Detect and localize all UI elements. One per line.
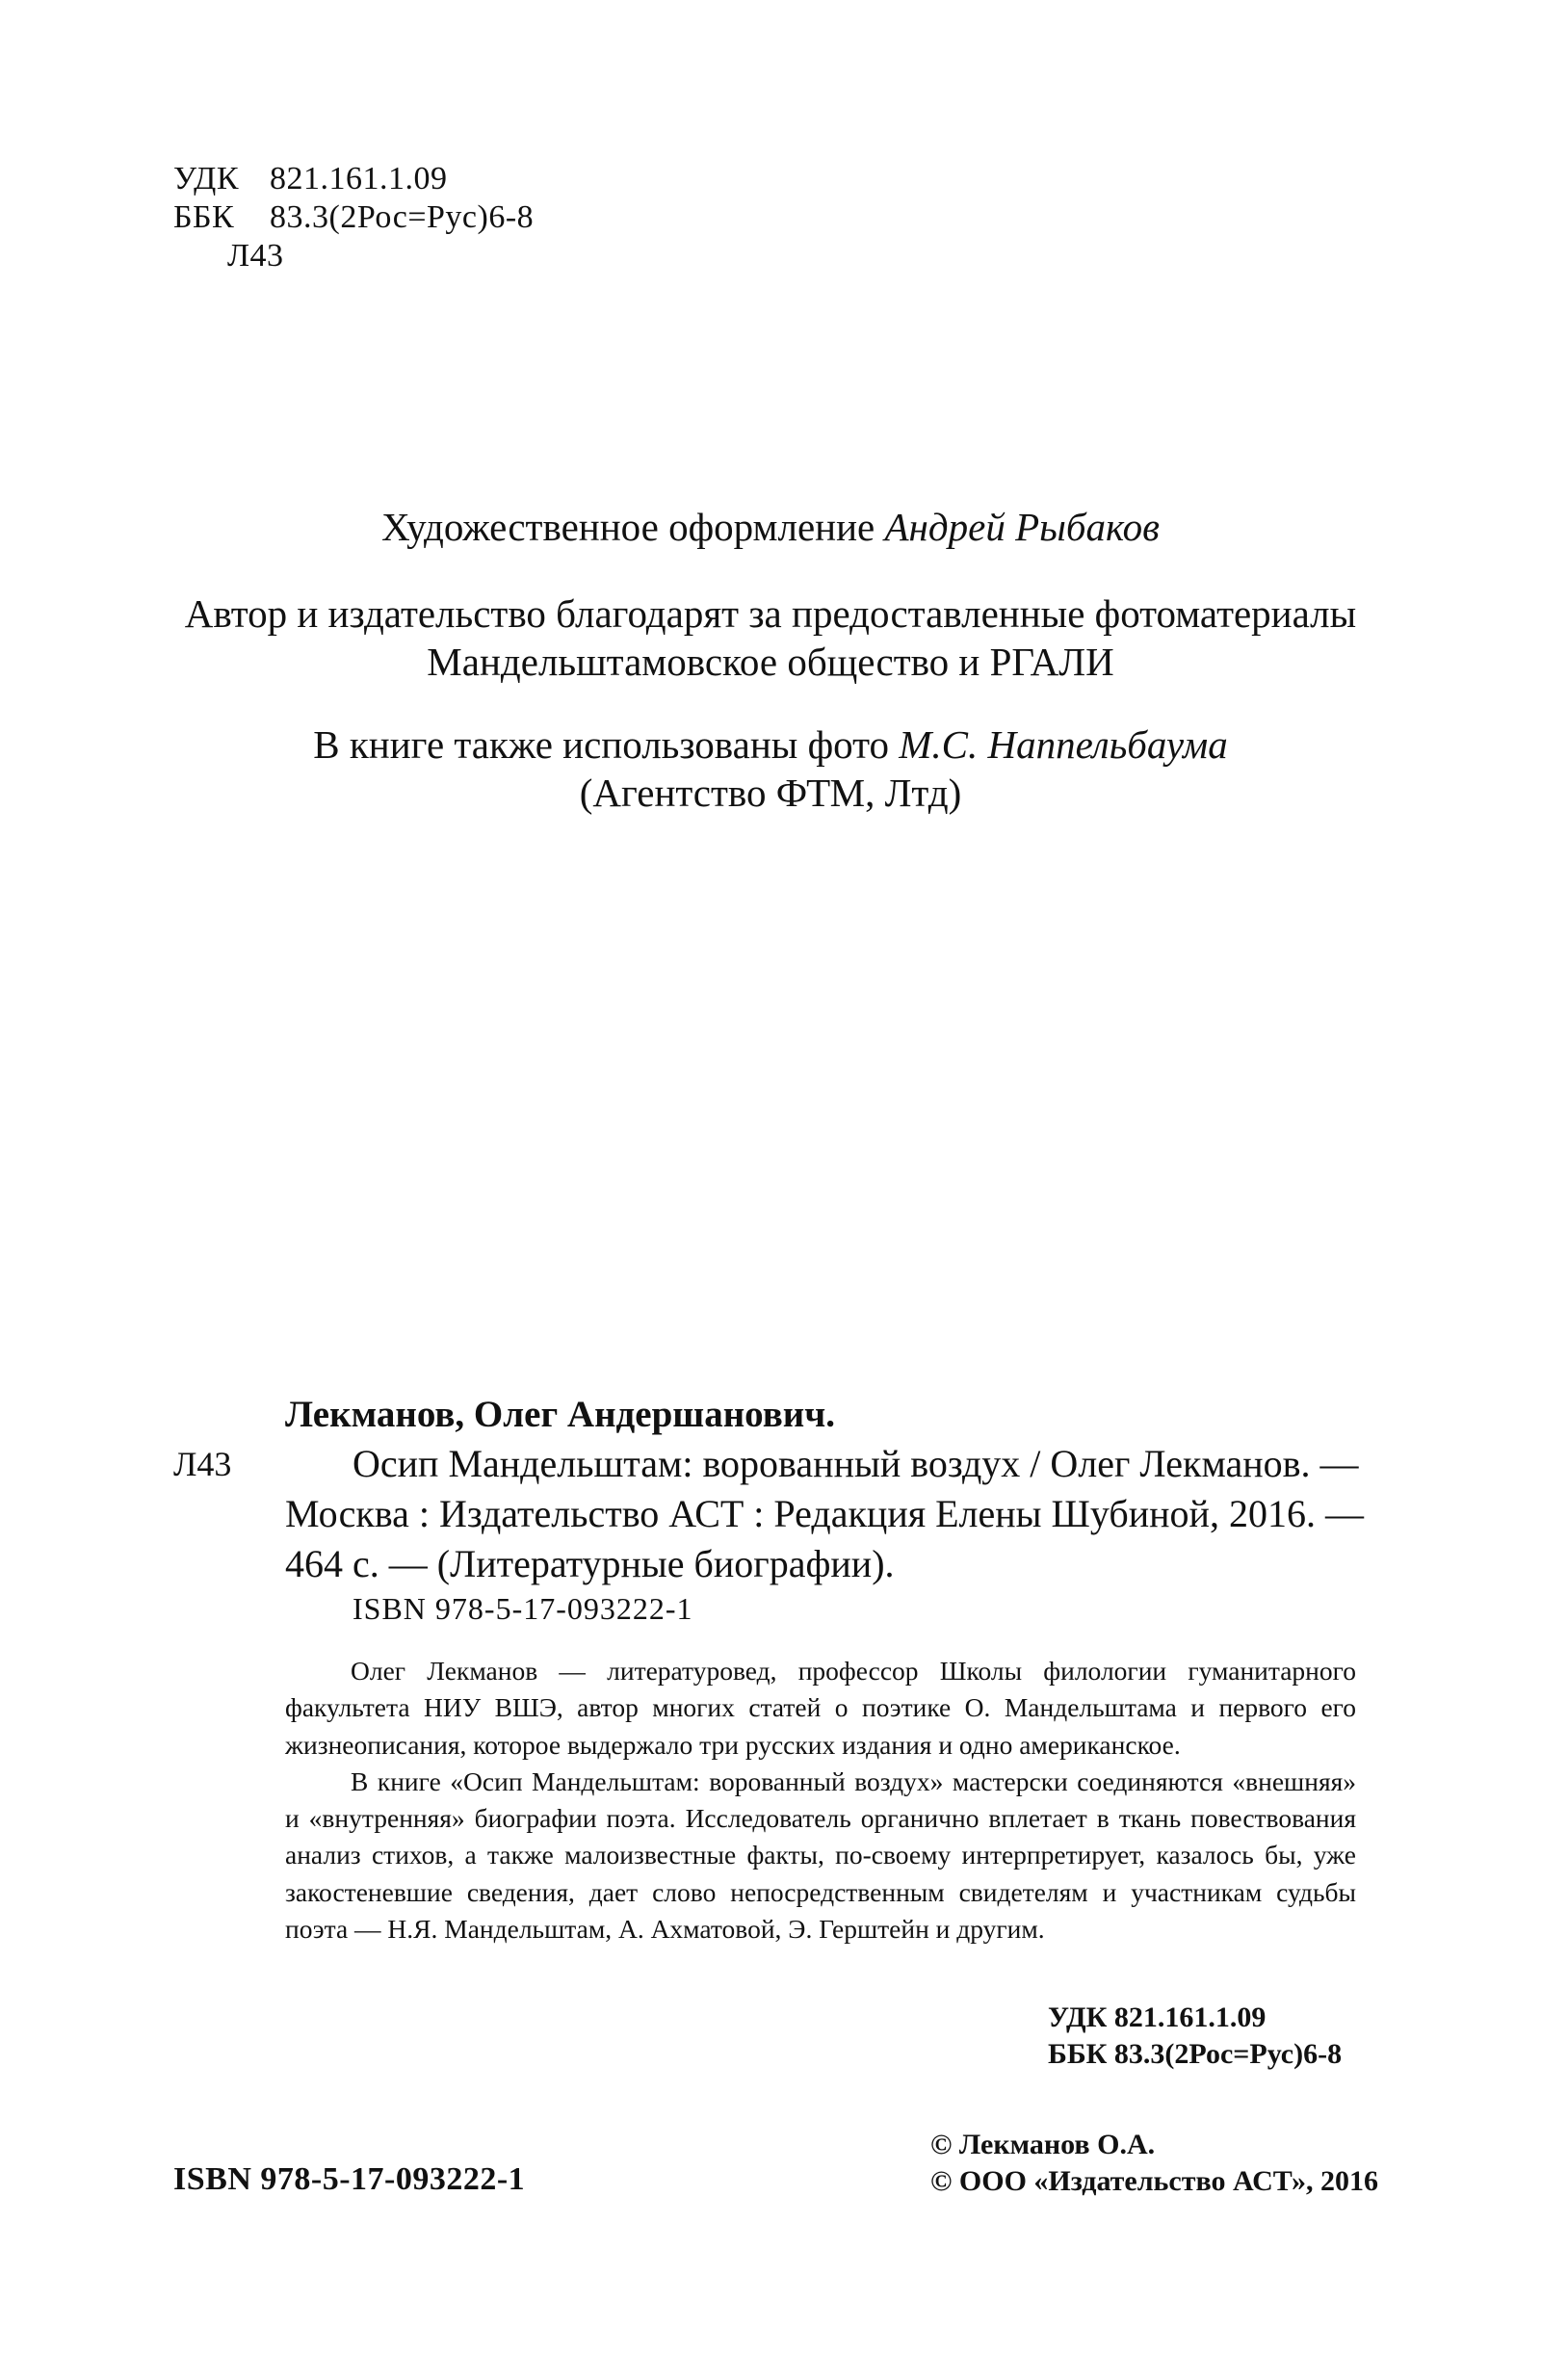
- record-line-1: Осип Мандельштам: ворованный воздух / Олег Лекманов. —: [353, 1442, 1359, 1485]
- thanks-line-1: Автор и издательство благодарят за предоставленные фотоматериалы: [184, 591, 1357, 636]
- footer-udk: УДК 821.161.1.09: [1048, 2001, 1267, 2033]
- footer-isbn: ISBN 978-5-17-093222-1: [173, 2161, 526, 2197]
- footer-bbk: ББК 83.3(2Рос=Рус)6-8: [1048, 2038, 1343, 2070]
- record-line-2: Москва : Издательство АСТ : Редакция Елены Шубиной, 2016. —: [285, 1492, 1364, 1535]
- author-heading: Лекманов, Олег Андершанович.: [285, 1394, 835, 1435]
- bbk-line: [173, 198, 534, 237]
- photographer-name: М.С. Наппельбаума: [899, 722, 1228, 767]
- udk-label: УДК: [173, 161, 240, 196]
- photo-credit: [0, 720, 1541, 769]
- udk-line: [173, 160, 448, 198]
- udk-value: 821.161.1.09: [270, 161, 448, 196]
- designer-name: Андрей Рыбаков: [884, 505, 1160, 549]
- annotation-paragraph-1: Олег Лекманов — литературовед, профессор Школы филологии гуманитарного факультета НИУ ВШЭ, автор многих статей о поэтике О. Мандельштама и первого его жизнеописания, которое выдержало три русских издания и одно американское.: [285, 1656, 1356, 1760]
- photo-credit-prefix: В книге также использованы фото: [313, 722, 889, 767]
- author-mark-top: Л43: [227, 238, 284, 274]
- bbk-label: ББК: [173, 199, 235, 235]
- design-credit: [0, 503, 1541, 551]
- record-isbn: ISBN 978-5-17-093222-1: [353, 1591, 693, 1626]
- copyright-author: © Лекманов О.А.: [930, 2129, 1156, 2160]
- author-mark-record: Л43: [173, 1445, 232, 1483]
- copyright-publisher: © ООО «Издательство АСТ», 2016: [930, 2165, 1379, 2197]
- bbk-value: 83.3(2Рос=Рус)6-8: [270, 199, 535, 235]
- annotation: [285, 1653, 1356, 1948]
- design-credit-prefix: Художественное оформление: [381, 505, 875, 549]
- photo-agency: (Агентство ФТМ, Лтд): [579, 771, 962, 815]
- record-line-3: 464 с. — (Литературные биографии).: [285, 1542, 895, 1585]
- thanks-line-2: Мандельштамовское общество и РГАЛИ: [427, 640, 1114, 684]
- annotation-paragraph-2: В книге «Осип Мандельштам: ворованный воздух» мастерски соединяются «внешняя» и «внутренняя» биографии поэта. Исследователь органично вплетает в ткань повествования анализ стихов, а также малоизвестные факты, по-своему интерпретирует, казалось бы, уже закостеневшие сведения, дает слово непосредственным свидетелям и участникам судьбы поэта — Н.Я. Мандельштам, А. Ахматовой, Э. Герштейн и другим.: [285, 1765, 1356, 1945]
